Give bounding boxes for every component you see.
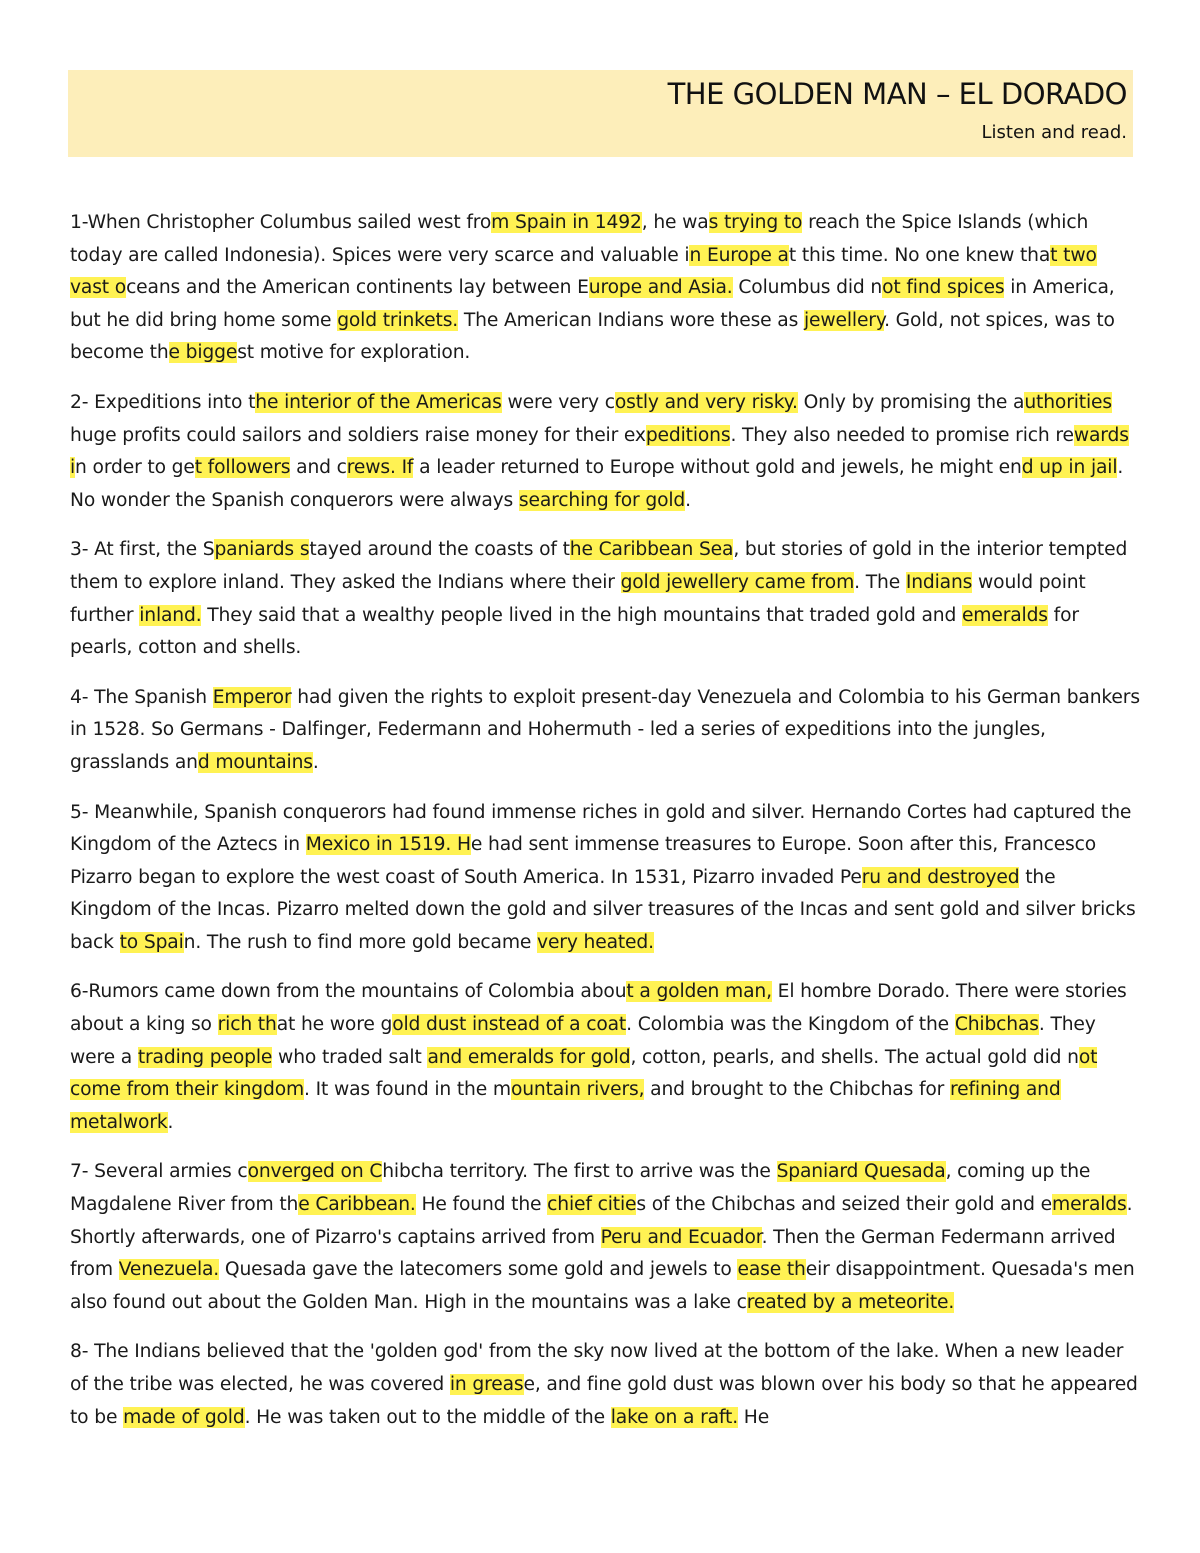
text-segment: the Kingdom of the Incas. Pizarro melted down the gold and silver treasures of the Incas and sent gold and silver bricks back — [70, 866, 1136, 953]
text-segment: had given the rights to exploit present-day Venezuela and Colombia to his German bankers in 1528. So Germans - Dalfinger, Federmann and Hohermuth - led a series of expeditions into the jungles, grasslands an — [70, 686, 1140, 773]
text-segment: . He was taken out to the middle of the — [244, 1406, 611, 1428]
text-segment: n. The rush to find more gold became — [183, 931, 538, 953]
text-segment: tayed around the coasts of t — [309, 539, 570, 561]
highlighted-text: Mexico in 1519. H — [305, 834, 471, 856]
reading-text — [70, 207, 1140, 1451]
highlighted-text: Indians — [905, 571, 973, 593]
text-segment: 3- At first, the S — [70, 539, 215, 561]
highlighted-text: Spaniard Quesada — [776, 1161, 946, 1183]
text-segment: were very c — [501, 391, 615, 413]
text-segment: El hombre Dorado. There were stories about a king so — [70, 981, 1127, 1036]
text-segment: Columbus did n — [732, 277, 883, 299]
highlighted-text: m Spain in 1492 — [491, 212, 642, 233]
text-segment: , cotton, pearls, and shells. The actual gold did n — [630, 1046, 1079, 1068]
highlighted-text: t a golden man, — [626, 981, 772, 1003]
highlighted-text: rich th — [217, 1014, 277, 1036]
highlighted-text: inland. — [139, 604, 202, 626]
text-segment: . No wonder the Spanish conquerors were always — [70, 457, 1124, 511]
highlighted-text: lake on a raft. — [610, 1406, 738, 1428]
paragraph-6 — [70, 976, 1140, 1139]
text-segment: . They also needed to promise rich re — [730, 424, 1074, 446]
text-segment: in America, but he did bring home some — [70, 277, 1115, 331]
text-segment: He — [738, 1406, 770, 1428]
highlighted-text: Emperor — [212, 686, 292, 708]
highlighted-text: ease th — [737, 1259, 806, 1281]
highlighted-text: reated by a meteorite. — [746, 1291, 955, 1313]
highlighted-text: ountain rivers, — [510, 1079, 645, 1101]
highlighted-text: wards i — [70, 424, 1129, 479]
text-segment: 8- The Indians believed that the 'golden god' from the sky now lived at the bottom of the lake. When a new leader of the tribe was elected, he was covered — [70, 1341, 1124, 1395]
highlighted-text: s trying to — [708, 212, 803, 233]
text-segment: huge profits could sailors and soldiers raise money for their ex — [70, 424, 646, 446]
text-segment: Quesada gave the latecomers some gold and jewels to — [219, 1259, 738, 1281]
text-segment: 4- The Spanish — [70, 686, 213, 708]
highlighted-text: Venezuela. — [118, 1259, 220, 1281]
text-segment: eir disappointment. Quesada's men also found out about the Golden Man. High in the mountains was a lake c — [70, 1259, 1135, 1313]
highlighted-text: d mountains — [197, 751, 313, 773]
text-segment: s of the Chibchas and seized their gold and e — [636, 1194, 1053, 1216]
text-segment: . Then the German Federmann arrived from — [70, 1226, 1116, 1281]
highlighted-text: e bigge — [168, 342, 238, 364]
text-segment: a leader returned to Europe without gold and jewels, he might en — [413, 457, 1022, 479]
highlighted-text: uthorities — [1024, 391, 1112, 413]
highlighted-text: made of gold — [123, 1406, 245, 1428]
highlighted-text: emeralds — [961, 604, 1048, 626]
text-segment: . It was found in the m — [304, 1079, 511, 1101]
highlighted-text: ot come from their kingdom — [70, 1046, 1098, 1101]
text-segment: e, and fine gold dust was blown over his body so that he appeared to be — [70, 1374, 1138, 1428]
text-segment: and c — [290, 457, 347, 479]
highlighted-text: to Spai — [119, 931, 184, 953]
text-segment: t this time. No one knew tha — [788, 244, 1051, 266]
highlighted-text: onverged on C — [247, 1161, 383, 1183]
highlighted-text: paniards s — [214, 539, 310, 561]
text-segment: at he wore g — [276, 1014, 393, 1036]
highlighted-text: jewellery — [803, 309, 885, 331]
highlighted-text: ostly and very risky. — [614, 391, 798, 413]
highlighted-text: d up in jail — [1021, 457, 1118, 479]
highlighted-text: gold jewellery came from — [620, 571, 855, 593]
text-segment: n order to ge — [75, 457, 195, 479]
text-segment: . The — [854, 571, 906, 593]
text-segment: . Shortly afterwards, one of Pizarro's captains arrived from — [70, 1194, 1133, 1248]
text-segment: and brought to the Chibchas for — [644, 1079, 950, 1101]
highlighted-text: urope and Asia. — [588, 277, 733, 299]
text-segment: 7- Several armies c — [70, 1161, 248, 1183]
text-segment: They said that a wealthy people lived in the high mountains that traded gold and — [201, 604, 962, 626]
text-segment: Only by promising the a — [797, 391, 1025, 413]
text-segment: . — [167, 1111, 174, 1133]
highlighted-text: n Europe a — [689, 244, 789, 266]
highlighted-text: Chibchas — [954, 1014, 1039, 1036]
text-segment: 6-Rumors came down from the mountains of Colombia abou — [70, 981, 627, 1003]
highlighted-text: t followers — [194, 457, 291, 479]
highlighted-text: and emeralds for gold — [427, 1046, 631, 1068]
paragraph-2 — [70, 387, 1140, 517]
text-segment: who traded salt — [272, 1046, 428, 1068]
highlighted-text: ru and destroyed — [861, 866, 1020, 888]
highlighted-text: Peru and Ecuador — [600, 1226, 762, 1248]
text-segment: 1-When Christopher Columbus sailed west fro — [70, 212, 492, 233]
text-segment: ceans and the American continents lay between E — [126, 277, 589, 299]
text-segment: , but stories of gold in the interior tempted them to explore inland. They asked the Indians where their — [70, 539, 1128, 593]
text-segment: 2- Expeditions into t — [70, 391, 256, 413]
text-segment: 5- Meanwhile, Spanish conquerors had found immense riches in gold and silver. Hernando Cortes had captured the Kingdom of the Aztecs in — [70, 801, 1132, 856]
paragraph-3 — [70, 534, 1140, 664]
highlighted-text: e Caribbean. — [298, 1194, 416, 1216]
highlighted-text: very heated. — [537, 931, 654, 953]
highlighted-text: he Caribbean Sea — [569, 539, 734, 561]
highlighted-text: in greas — [449, 1374, 524, 1395]
highlighted-text: gold trinkets. — [337, 309, 459, 331]
text-segment: hibcha territory. The first to arrive was the — [382, 1161, 777, 1183]
paragraph-7 — [70, 1156, 1140, 1319]
text-segment: e had sent immense treasures to Europe. Soon after this, Francesco Pizarro began to explore the west coast of South America. In 1531, Pizarro invaded Pe — [70, 834, 1097, 888]
highlighted-text: he interior of the Americas — [255, 391, 502, 413]
text-segment: . — [312, 751, 319, 773]
text-segment: , coming up the Magdalene River from th — [70, 1161, 1091, 1216]
highlighted-text: peditions — [645, 424, 731, 446]
page-title: THE GOLDEN MAN – EL DORADO — [667, 77, 1127, 111]
highlighted-text: chief citie — [547, 1194, 637, 1216]
paragraph-8 — [70, 1336, 1140, 1434]
paragraph-5 — [70, 797, 1140, 960]
text-segment: reach the Spice Islands (which today are called Indonesia). Spices were very scarce and valuable i — [70, 212, 1089, 266]
paragraph-4 — [70, 682, 1140, 780]
page-subtitle: Listen and read. — [981, 122, 1127, 143]
highlighted-text: searching for gold — [518, 489, 686, 511]
highlighted-text: t two vast o — [70, 244, 1097, 299]
text-segment: . They were a — [70, 1014, 1096, 1068]
highlighted-text: refining and metalwork — [70, 1079, 1061, 1133]
highlighted-text: old dust instead of a coat — [392, 1014, 627, 1036]
highlighted-text: rews. If — [346, 457, 414, 479]
text-segment: . — [685, 489, 691, 511]
highlighted-text: meralds — [1052, 1194, 1127, 1216]
text-segment: . Gold, not spices, was to become th — [70, 309, 1115, 364]
text-segment: , he wa — [641, 212, 709, 233]
highlighted-text: ot find spices — [882, 277, 1005, 299]
paragraph-1 — [70, 207, 1140, 370]
text-segment: st motive for exploration. — [237, 342, 471, 364]
text-segment: . Colombia was the Kingdom of the — [626, 1014, 955, 1036]
highlighted-text: trading people — [137, 1046, 273, 1068]
text-segment: would point further — [70, 571, 1086, 626]
text-segment: for pearls, cotton and shells. — [70, 604, 1079, 659]
text-segment: The American Indians wore these as — [458, 309, 804, 331]
title-banner — [68, 70, 1133, 157]
text-segment: He found the — [415, 1194, 548, 1216]
